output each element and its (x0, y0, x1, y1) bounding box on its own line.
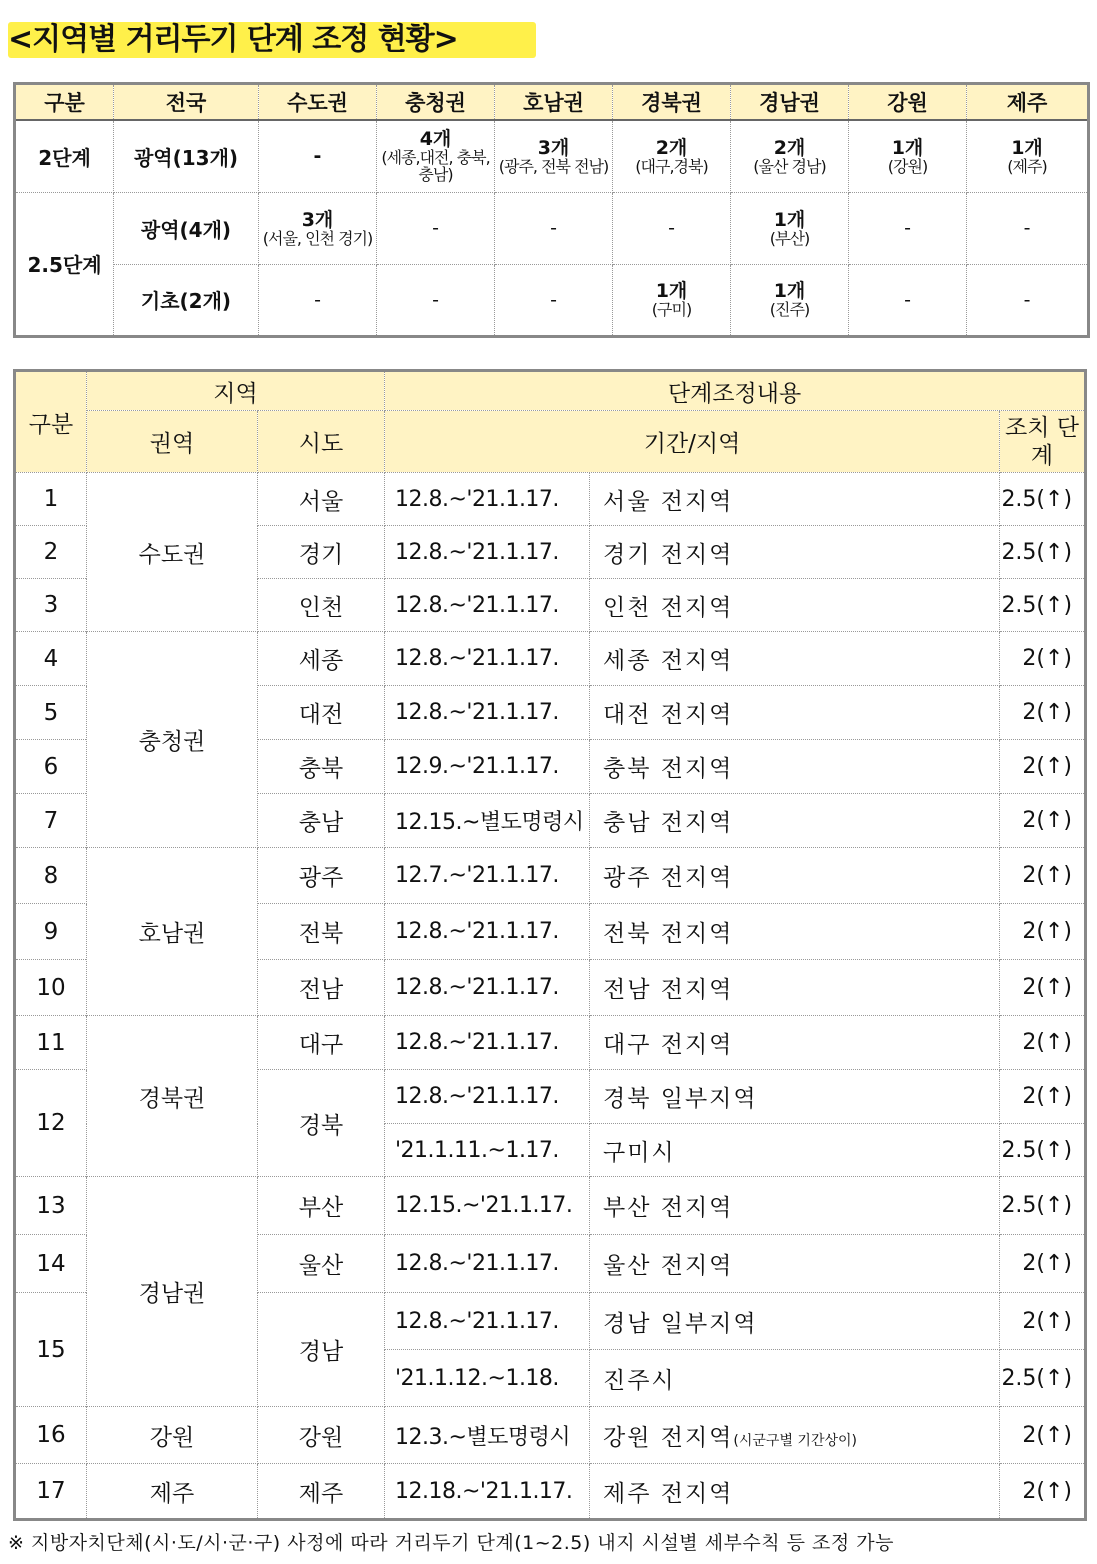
sido-cell: 울산 (258, 1235, 385, 1293)
row-number: 10 (15, 960, 87, 1016)
summary-cell (849, 120, 967, 192)
step-cell: 2(↑) (1000, 794, 1086, 848)
step-cell: 2(↑) (1000, 1464, 1086, 1520)
detail-header-gubun: 구분 (15, 371, 87, 473)
area-cell: 대구 전지역 (590, 1016, 1000, 1070)
row-number: 11 (15, 1016, 87, 1070)
period-cell: 12.15.~별도명령시 (385, 794, 590, 848)
detail-header-row (15, 371, 1086, 411)
step-cell: 2(↑) (1000, 632, 1086, 686)
period-cell: 12.8.~'21.1.17. (385, 473, 590, 526)
table-row (15, 632, 1086, 686)
detail-header-step: 조치 단계 (1000, 411, 1086, 473)
summary-count: 4개 (419, 128, 452, 151)
area-cell: 세종 전지역 (590, 632, 1000, 686)
summary-count: 2개 (773, 136, 806, 159)
summary-row-level2 (15, 120, 1089, 192)
summary-cell: - (849, 264, 967, 336)
summary-row-label: 광역(4개) (114, 192, 259, 264)
step-cell: 2(↑) (1000, 848, 1086, 904)
step-cell: 2.5(↑) (1000, 526, 1086, 579)
sido-cell: 경북 (258, 1070, 385, 1177)
summary-cell: - (849, 192, 967, 264)
area-cell: 충남 전지역 (590, 794, 1000, 848)
summary-header-cell: 경남권 (731, 84, 849, 121)
area-cell: 구미시 (590, 1124, 1000, 1177)
summary-row-label: 광역(13개) (114, 120, 259, 192)
summary-header-cell: 충청권 (377, 84, 495, 121)
summary-detail: (광주, 전북 전남) (498, 156, 609, 176)
summary-header-cell: 전국 (114, 84, 259, 121)
step-cell: 2(↑) (1000, 1070, 1086, 1124)
detail-header-row (15, 411, 1086, 473)
area-cell: 진주시 (590, 1350, 1000, 1407)
zone-cell: 충청권 (87, 632, 258, 848)
area-cell: 울산 전지역 (590, 1235, 1000, 1293)
detail-header-period-area: 기간/지역 (385, 411, 1000, 473)
summary-cell (259, 192, 377, 264)
period-cell: 12.8.~'21.1.17. (385, 1070, 590, 1124)
summary-cell (613, 120, 731, 192)
sido-cell: 전북 (258, 904, 385, 960)
step-cell: 2.5(↑) (1000, 473, 1086, 526)
detail-header-content: 단계조정내용 (385, 371, 1086, 411)
period-cell: '21.1.11.~1.17. (385, 1124, 590, 1177)
period-cell: 12.8.~'21.1.17. (385, 526, 590, 579)
zone-cell: 경북권 (87, 1016, 258, 1177)
summary-count: 3개 (301, 208, 334, 231)
detail-header-sido: 시도 (258, 411, 385, 473)
summary-cell: - (377, 192, 495, 264)
table-row (15, 1464, 1086, 1520)
area-cell: 인천 전지역 (590, 579, 1000, 632)
area-text: 강원 전지역 (603, 1424, 734, 1451)
row-number: 17 (15, 1464, 87, 1520)
step-cell: 2.5(↑) (1000, 1177, 1086, 1235)
period-cell: 12.3.~별도명령시 (385, 1407, 590, 1464)
row-number: 5 (15, 686, 87, 740)
period-cell: 12.8.~'21.1.17. (385, 960, 590, 1016)
period-cell: 12.7.~'21.1.17. (385, 848, 590, 904)
summary-cell (731, 264, 849, 336)
area-cell (590, 1407, 1000, 1464)
table-row (15, 1016, 1086, 1070)
area-cell: 부산 전지역 (590, 1177, 1000, 1235)
step-cell: 2(↑) (1000, 740, 1086, 794)
summary-group-label: 2단계 (15, 120, 114, 192)
summary-detail: (진주) (769, 300, 810, 319)
period-cell: 12.8.~'21.1.17. (385, 579, 590, 632)
zone-cell: 호남권 (87, 848, 258, 1016)
sido-cell: 대전 (258, 686, 385, 740)
period-cell: 12.8.~'21.1.17. (385, 1235, 590, 1293)
step-cell: 2(↑) (1000, 1407, 1086, 1464)
summary-detail: (울산 경남) (753, 156, 826, 176)
summary-cell (731, 192, 849, 264)
row-number: 13 (15, 1177, 87, 1235)
step-cell: 2.5(↑) (1000, 579, 1086, 632)
row-number: 16 (15, 1407, 87, 1464)
summary-count: 1개 (655, 280, 688, 302)
zone-cell: 제주 (87, 1464, 258, 1520)
summary-header-cell: 강원 (849, 84, 967, 121)
table-row (15, 473, 1086, 526)
summary-count: 1개 (891, 136, 924, 159)
period-cell: 12.15.~'21.1.17. (385, 1177, 590, 1235)
zone-cell: 강원 (87, 1407, 258, 1464)
period-cell: 12.8.~'21.1.17. (385, 1293, 590, 1350)
area-cell: 광주 전지역 (590, 848, 1000, 904)
period-cell: 12.9.~'21.1.17. (385, 740, 590, 794)
summary-count: 2개 (655, 136, 688, 159)
footnote: ※ 지방자치단체(시·도/시·군·구) 사정에 따라 거리두기 단계(1~2.5) 내지 시설별 세부수칙 등 조정 가능 (8, 1532, 894, 1554)
sido-cell: 충남 (258, 794, 385, 848)
row-number: 12 (15, 1070, 87, 1177)
summary-row-level25-metro (15, 192, 1089, 264)
summary-detail: (대구,경북) (635, 156, 708, 176)
sido-cell: 대구 (258, 1016, 385, 1070)
step-cell: 2(↑) (1000, 686, 1086, 740)
summary-detail: (서울, 인천 경기) (262, 228, 373, 248)
summary-cell (731, 120, 849, 192)
period-cell: 12.8.~'21.1.17. (385, 686, 590, 740)
area-note: (시군구별 기간상이) (733, 1432, 857, 1449)
period-cell: 12.8.~'21.1.17. (385, 904, 590, 960)
step-cell: 2(↑) (1000, 1293, 1086, 1350)
summary-row-level25-local (15, 264, 1089, 336)
summary-header-cell: 제주 (967, 84, 1089, 121)
summary-header-cell: 호남권 (495, 84, 613, 121)
summary-detail: (제주) (1007, 156, 1047, 176)
detail-header-region: 지역 (87, 371, 385, 411)
sido-cell: 세종 (258, 632, 385, 686)
period-cell: 12.8.~'21.1.17. (385, 632, 590, 686)
step-cell: 2(↑) (1000, 904, 1086, 960)
summary-detail: (세종,대전, 충북, 충남) (381, 148, 490, 185)
row-number: 9 (15, 904, 87, 960)
row-number: 7 (15, 794, 87, 848)
step-cell: 2(↑) (1000, 1016, 1086, 1070)
area-cell: 대전 전지역 (590, 686, 1000, 740)
page-title: <지역별 거리두기 단계 조정 현황> (8, 22, 458, 57)
summary-row-label: 기초(2개) (114, 264, 259, 336)
detail-table (13, 369, 1087, 1521)
summary-cell (613, 264, 731, 336)
sido-cell: 부산 (258, 1177, 385, 1235)
detail-header-zone: 권역 (87, 411, 258, 473)
sido-cell: 전남 (258, 960, 385, 1016)
sido-cell: 경남 (258, 1293, 385, 1407)
summary-cell: - (495, 192, 613, 264)
summary-header-cell: 구분 (15, 84, 114, 121)
sido-cell: 제주 (258, 1464, 385, 1520)
area-cell: 서울 전지역 (590, 473, 1000, 526)
summary-cell (259, 120, 377, 192)
summary-header-row (15, 84, 1089, 121)
summary-count: 3개 (537, 136, 570, 159)
summary-cell: - (259, 264, 377, 336)
row-number: 3 (15, 579, 87, 632)
summary-cell: - (377, 264, 495, 336)
zone-cell: 수도권 (87, 473, 258, 632)
sido-cell: 충북 (258, 740, 385, 794)
row-number: 1 (15, 473, 87, 526)
summary-cell: - (613, 192, 731, 264)
summary-detail: (부산) (769, 228, 810, 248)
summary-count: 1개 (1011, 136, 1043, 159)
table-row (15, 848, 1086, 904)
step-cell: 2(↑) (1000, 960, 1086, 1016)
zone-cell: 경남권 (87, 1177, 258, 1407)
summary-detail: (구미) (651, 300, 692, 319)
row-number: 6 (15, 740, 87, 794)
area-cell: 경기 전지역 (590, 526, 1000, 579)
row-number: 2 (15, 526, 87, 579)
row-number: 15 (15, 1293, 87, 1407)
sido-cell: 강원 (258, 1407, 385, 1464)
summary-cell (377, 120, 495, 192)
table-row (15, 1177, 1086, 1235)
area-cell: 경남 일부지역 (590, 1293, 1000, 1350)
period-cell: 12.18.~'21.1.17. (385, 1464, 590, 1520)
sido-cell: 서울 (258, 473, 385, 526)
area-cell: 전남 전지역 (590, 960, 1000, 1016)
table-row (15, 1407, 1086, 1464)
step-cell: 2.5(↑) (1000, 1350, 1086, 1407)
period-cell: '21.1.12.~1.18. (385, 1350, 590, 1407)
summary-count: 1개 (773, 208, 806, 231)
sido-cell: 광주 (258, 848, 385, 904)
summary-cell (967, 120, 1089, 192)
area-cell: 충북 전지역 (590, 740, 1000, 794)
summary-cell (495, 120, 613, 192)
area-cell: 경북 일부지역 (590, 1070, 1000, 1124)
row-number: 14 (15, 1235, 87, 1293)
summary-table (13, 82, 1090, 338)
sido-cell: 인천 (258, 579, 385, 632)
summary-group-label: 2.5단계 (15, 192, 114, 336)
summary-detail: (강원) (887, 156, 928, 176)
row-number: 8 (15, 848, 87, 904)
summary-header-cell: 경북권 (613, 84, 731, 121)
summary-cell: - (967, 264, 1089, 336)
summary-cell: - (967, 192, 1089, 264)
sido-cell: 경기 (258, 526, 385, 579)
period-cell: 12.8.~'21.1.17. (385, 1016, 590, 1070)
summary-count: - (313, 145, 322, 168)
row-number: 4 (15, 632, 87, 686)
summary-cell: - (495, 264, 613, 336)
summary-header-cell: 수도권 (259, 84, 377, 121)
title-block (8, 14, 458, 66)
summary-count: 1개 (773, 280, 806, 302)
area-cell: 전북 전지역 (590, 904, 1000, 960)
step-cell: 2(↑) (1000, 1235, 1086, 1293)
area-cell: 제주 전지역 (590, 1464, 1000, 1520)
step-cell: 2.5(↑) (1000, 1124, 1086, 1177)
